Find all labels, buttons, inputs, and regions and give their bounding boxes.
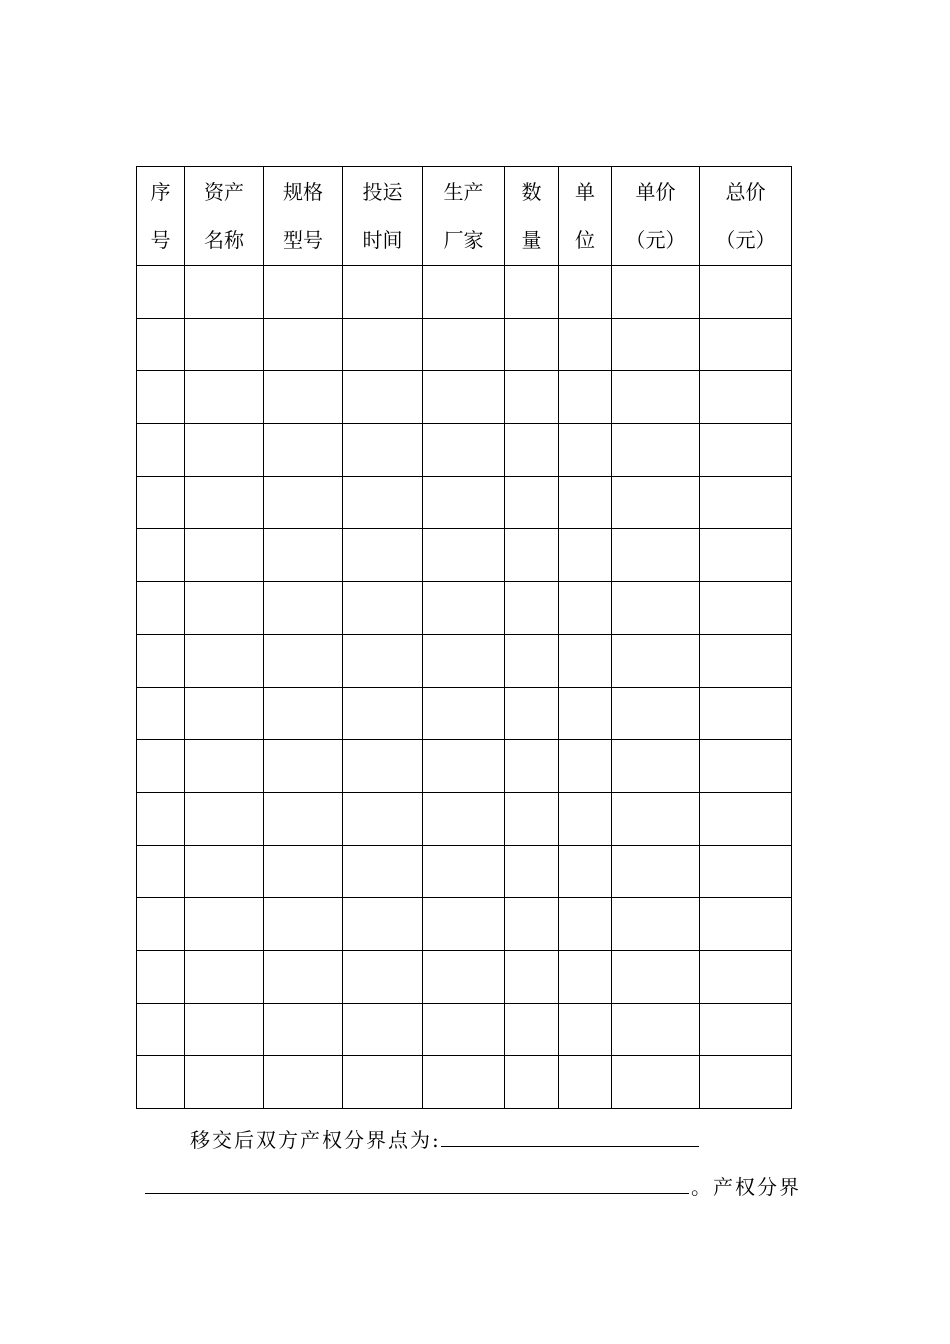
table-cell[interactable]: [700, 266, 792, 319]
table-cell[interactable]: [137, 266, 185, 319]
table-cell[interactable]: [137, 898, 185, 951]
table-cell[interactable]: [264, 582, 343, 635]
table-cell[interactable]: [185, 1003, 264, 1056]
table-cell[interactable]: [264, 318, 343, 371]
table-cell[interactable]: [185, 318, 264, 371]
table-cell[interactable]: [185, 950, 264, 1003]
table-cell[interactable]: [423, 740, 505, 793]
table-cell[interactable]: [700, 845, 792, 898]
boundary-label: 移交后双方产权分界点为:: [190, 1128, 441, 1152]
table-cell[interactable]: [505, 687, 559, 740]
table-row: [137, 792, 792, 845]
table-cell[interactable]: [137, 318, 185, 371]
table-cell[interactable]: [185, 898, 264, 951]
table-cell[interactable]: [559, 687, 612, 740]
table-cell[interactable]: [264, 266, 343, 319]
table-cell[interactable]: [185, 687, 264, 740]
table-cell[interactable]: [505, 582, 559, 635]
table-cell[interactable]: [185, 634, 264, 687]
table-cell[interactable]: [700, 634, 792, 687]
table-cell[interactable]: [185, 371, 264, 424]
table-cell[interactable]: [559, 424, 612, 477]
header-manufacturer: 生产 厂家: [423, 167, 505, 266]
table-cell[interactable]: [559, 740, 612, 793]
table-cell[interactable]: [343, 845, 423, 898]
table-cell[interactable]: [505, 529, 559, 582]
table-cell[interactable]: [505, 1003, 559, 1056]
table-cell[interactable]: [423, 845, 505, 898]
table-cell[interactable]: [343, 424, 423, 477]
header-serial-number: 序 号: [137, 167, 185, 266]
table-cell[interactable]: [612, 424, 700, 477]
table-cell[interactable]: [505, 371, 559, 424]
table-cell[interactable]: [559, 1003, 612, 1056]
table-cell[interactable]: [343, 266, 423, 319]
table-row: [137, 898, 792, 951]
table-cell[interactable]: [185, 582, 264, 635]
table-cell[interactable]: [137, 950, 185, 1003]
table-row: [137, 1003, 792, 1056]
table-cell[interactable]: [612, 582, 700, 635]
table-cell[interactable]: [137, 529, 185, 582]
table-cell[interactable]: [423, 582, 505, 635]
table-row: [137, 529, 792, 582]
boundary-blank-1[interactable]: [441, 1124, 699, 1147]
table-cell[interactable]: [612, 740, 700, 793]
table-cell[interactable]: [185, 845, 264, 898]
table-cell[interactable]: [505, 1056, 559, 1109]
table-cell[interactable]: [185, 266, 264, 319]
table-cell[interactable]: [185, 529, 264, 582]
table-cell[interactable]: [185, 792, 264, 845]
table-cell[interactable]: [423, 318, 505, 371]
table-cell[interactable]: [264, 476, 343, 529]
table-row: [137, 266, 792, 319]
table-cell[interactable]: [264, 792, 343, 845]
table-cell[interactable]: [137, 1003, 185, 1056]
table-cell[interactable]: [612, 950, 700, 1003]
table-cell[interactable]: [264, 1056, 343, 1109]
table-cell[interactable]: [423, 950, 505, 1003]
table-row: [137, 371, 792, 424]
table-cell[interactable]: [612, 476, 700, 529]
table-cell[interactable]: [505, 740, 559, 793]
table-cell[interactable]: [137, 1056, 185, 1109]
table-row: [137, 845, 792, 898]
table-cell[interactable]: [612, 687, 700, 740]
table-cell[interactable]: [343, 792, 423, 845]
table-cell[interactable]: [423, 687, 505, 740]
table-cell[interactable]: [343, 529, 423, 582]
table-cell[interactable]: [559, 529, 612, 582]
table-row: [137, 582, 792, 635]
header-commission-time: 投运 时间: [343, 167, 423, 266]
table-cell[interactable]: [264, 1003, 343, 1056]
table-cell[interactable]: [423, 424, 505, 477]
table-cell[interactable]: [264, 898, 343, 951]
table-cell[interactable]: [185, 1056, 264, 1109]
asset-table: [136, 166, 792, 1109]
table-cell[interactable]: [559, 634, 612, 687]
table-cell[interactable]: [264, 845, 343, 898]
table-cell[interactable]: [700, 687, 792, 740]
table-cell[interactable]: [264, 950, 343, 1003]
table-cell[interactable]: [505, 266, 559, 319]
table-row: [137, 687, 792, 740]
table-cell[interactable]: [700, 1003, 792, 1056]
table-cell[interactable]: [423, 898, 505, 951]
table-cell[interactable]: [559, 950, 612, 1003]
table-cell[interactable]: [700, 898, 792, 951]
table-cell[interactable]: [343, 898, 423, 951]
table-cell[interactable]: [559, 582, 612, 635]
table-cell[interactable]: [612, 898, 700, 951]
table-cell[interactable]: [343, 740, 423, 793]
table-cell[interactable]: [700, 371, 792, 424]
table-cell[interactable]: [505, 476, 559, 529]
header-asset-name: 资产 名称: [185, 167, 264, 266]
table-cell[interactable]: [264, 371, 343, 424]
table-cell[interactable]: [423, 529, 505, 582]
table-cell[interactable]: [343, 1056, 423, 1109]
table-cell[interactable]: [343, 950, 423, 1003]
table-cell[interactable]: [264, 634, 343, 687]
table-cell[interactable]: [264, 424, 343, 477]
table-cell[interactable]: [343, 371, 423, 424]
table-cell[interactable]: [505, 424, 559, 477]
table-cell[interactable]: [559, 371, 612, 424]
table-cell[interactable]: [700, 582, 792, 635]
table-cell[interactable]: [343, 634, 423, 687]
header-unit-price: 单价 （元）: [612, 167, 700, 266]
header-quantity: 数 量: [505, 167, 559, 266]
table-cell[interactable]: [505, 792, 559, 845]
table-cell[interactable]: [505, 634, 559, 687]
table-cell[interactable]: [343, 476, 423, 529]
table-cell[interactable]: [612, 634, 700, 687]
table-cell[interactable]: [700, 1056, 792, 1109]
table-cell[interactable]: [612, 845, 700, 898]
table-cell[interactable]: [423, 634, 505, 687]
header-total-price: 总价 （元）: [700, 167, 792, 266]
boundary-continuation: 。产权分界: [691, 1175, 801, 1199]
table-cell[interactable]: [137, 371, 185, 424]
table-cell[interactable]: [343, 582, 423, 635]
table-row: [137, 1056, 792, 1109]
table-cell[interactable]: [423, 476, 505, 529]
table-cell[interactable]: [559, 266, 612, 319]
table-cell[interactable]: [700, 424, 792, 477]
table-cell[interactable]: [612, 266, 700, 319]
table-cell[interactable]: [137, 424, 185, 477]
table-cell[interactable]: [559, 476, 612, 529]
table-cell[interactable]: [264, 687, 343, 740]
table-cell[interactable]: [700, 318, 792, 371]
boundary-paragraph-line-2: [145, 1171, 801, 1200]
table-cell[interactable]: [423, 792, 505, 845]
table-cell[interactable]: [700, 792, 792, 845]
table-cell[interactable]: [559, 845, 612, 898]
boundary-paragraph-line-1: [190, 1124, 701, 1153]
table-cell[interactable]: [423, 266, 505, 319]
table-body: [137, 266, 792, 1109]
table-row: [137, 950, 792, 1003]
table-cell[interactable]: [423, 1003, 505, 1056]
table-cell[interactable]: [137, 582, 185, 635]
table-cell[interactable]: [423, 371, 505, 424]
table-cell[interactable]: [700, 950, 792, 1003]
table-row: [137, 740, 792, 793]
table-cell[interactable]: [505, 950, 559, 1003]
table-cell[interactable]: [612, 371, 700, 424]
table-cell[interactable]: [612, 792, 700, 845]
table-cell[interactable]: [264, 740, 343, 793]
table-cell[interactable]: [700, 740, 792, 793]
table-cell[interactable]: [612, 1056, 700, 1109]
table-cell[interactable]: [559, 898, 612, 951]
table-cell[interactable]: [505, 318, 559, 371]
table-cell[interactable]: [137, 634, 185, 687]
table-cell[interactable]: [423, 1056, 505, 1109]
table-row: [137, 424, 792, 477]
table-cell[interactable]: [185, 476, 264, 529]
table-cell[interactable]: [137, 845, 185, 898]
table-cell[interactable]: [137, 687, 185, 740]
table-cell[interactable]: [343, 318, 423, 371]
table-cell[interactable]: [700, 529, 792, 582]
header-unit: 单 位: [559, 167, 612, 266]
table-cell[interactable]: [185, 424, 264, 477]
table-cell[interactable]: [559, 318, 612, 371]
table-cell[interactable]: [343, 687, 423, 740]
table-cell[interactable]: [612, 529, 700, 582]
table-row: [137, 476, 792, 529]
table-cell[interactable]: [505, 898, 559, 951]
table-cell[interactable]: [137, 740, 185, 793]
table-cell[interactable]: [343, 1003, 423, 1056]
table-header-row: [137, 167, 792, 266]
table-cell[interactable]: [612, 1003, 700, 1056]
table-cell[interactable]: [559, 1056, 612, 1109]
table-cell[interactable]: [185, 740, 264, 793]
table-cell[interactable]: [137, 792, 185, 845]
table-cell[interactable]: [559, 792, 612, 845]
table-row: [137, 318, 792, 371]
table-cell[interactable]: [505, 845, 559, 898]
table-row: [137, 634, 792, 687]
table-cell[interactable]: [137, 476, 185, 529]
table-cell[interactable]: [700, 476, 792, 529]
header-spec-model: 规格 型号: [264, 167, 343, 266]
table-cell[interactable]: [612, 318, 700, 371]
table-cell[interactable]: [264, 529, 343, 582]
boundary-blank-2[interactable]: [145, 1171, 689, 1194]
